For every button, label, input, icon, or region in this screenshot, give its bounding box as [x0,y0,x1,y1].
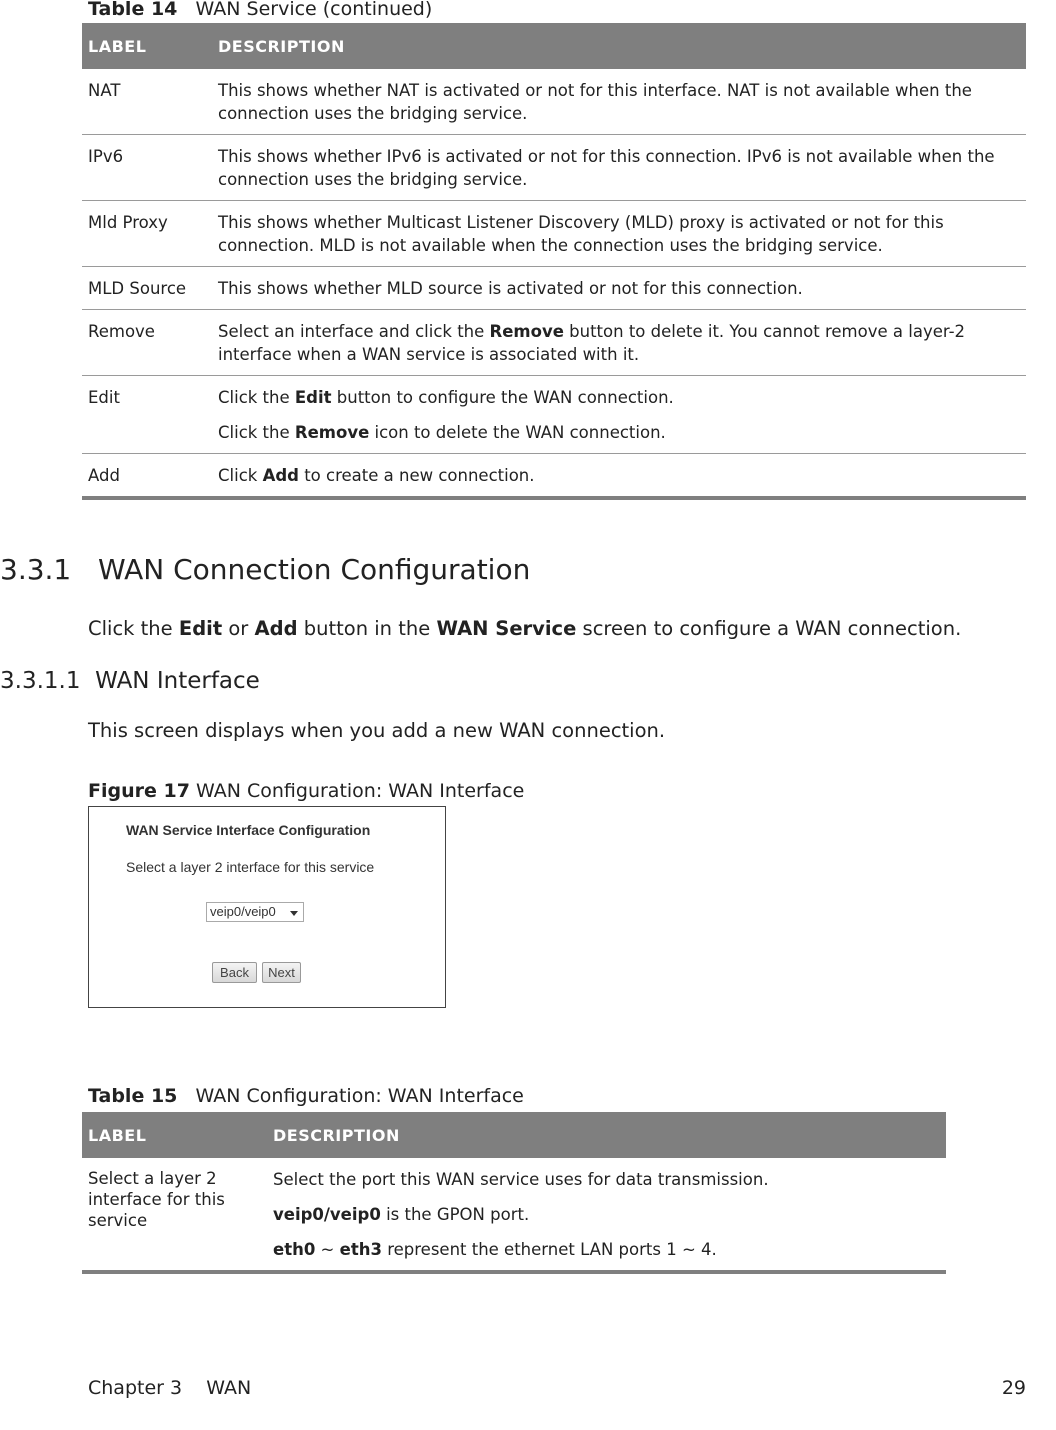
desc-text: icon to delete the WAN connection. [369,423,666,442]
desc-text: button to delete it. You cannot remove a layer-2 interface when a WAN service is associated with it. [218,322,966,364]
table15-col-label: LABEL [82,1112,267,1158]
table14 [82,23,1026,500]
desc-text: Click [218,466,263,485]
section-heading [0,553,530,586]
subsection-number: 3.3.1.1 [0,668,81,694]
row-desc: This shows whether NAT is activated or not for this interface. NAT is not available when the connection uses the bridging service. [212,69,1026,135]
intro-text: screen to configure a WAN connection. [576,617,962,640]
row-label: Add [82,454,212,499]
row-desc [212,454,1026,499]
table-row [82,201,1026,267]
screen-title: WAN Service Interface Configuration [126,822,371,838]
desc-text: Click the [218,388,295,407]
desc-bold: Add [262,466,299,485]
row-desc [212,376,1026,454]
table15 [82,1112,946,1274]
intro-text: button in the [297,617,437,640]
desc-bold: veip0/veip0 [273,1205,381,1224]
row-label: Select a layer 2 interface for this service [82,1158,267,1272]
layer2-interface-select[interactable] [206,902,304,922]
desc-paragraph [273,1203,940,1226]
intro-text: Click the [88,617,179,640]
footer-chapter-title: WAN [206,1377,252,1399]
page-footer-chapter [88,1377,251,1399]
table15-col-desc: DESCRIPTION [267,1112,946,1158]
screen-subtitle: Select a layer 2 interface for this service [126,859,375,875]
desc-bold: eth3 [339,1240,382,1259]
desc-text: to create a new connection. [298,466,535,485]
table14-caption-title: WAN Service (continued) [195,0,433,20]
section-title: WAN Connection Configuration [97,553,531,586]
row-label: Mld Proxy [82,201,212,267]
row-desc: This shows whether MLD source is activated or not for this connection. [212,267,1026,310]
section-intro [88,617,961,640]
desc-bold: Edit [294,388,332,407]
desc-bold: eth0 [273,1240,316,1259]
table15-caption-title: WAN Configuration: WAN Interface [195,1085,524,1107]
row-label: IPv6 [82,135,212,201]
figure17-screenshot [88,806,446,1008]
figure17-caption-num: Figure 17 [88,780,190,802]
intro-bold: Edit [178,617,223,640]
subsection-heading [0,668,260,694]
desc-bold: Remove [294,423,370,442]
table14-col-desc: DESCRIPTION [212,23,1026,69]
desc-text: is the GPON port. [380,1205,530,1224]
desc-paragraph [273,1238,940,1261]
select-value: veip0/veip0 [210,904,276,919]
row-desc: This shows whether Multicast Listener Discovery (MLD) proxy is activated or not for this connection. MLD is not available when the connection uses the bridging service. [212,201,1026,267]
row-label: MLD Source [82,267,212,310]
chevron-down-icon [290,911,298,916]
next-button[interactable]: Next [262,962,301,983]
row-desc [212,310,1026,376]
table-row [82,135,1026,201]
desc-text: Click the [218,423,295,442]
row-desc [267,1158,946,1272]
table14-caption-num: Table 14 [88,0,178,20]
row-label: Edit [82,376,212,454]
table15-caption-num: Table 15 [88,1085,178,1107]
intro-text: or [222,617,255,640]
row-label: NAT [82,69,212,135]
table14-header-row [82,23,1026,69]
footer-chapter: Chapter 3 [88,1377,183,1399]
table-row [82,1158,946,1272]
table-row [82,69,1026,135]
table-row [82,376,1026,454]
table14-col-label: LABEL [82,23,212,69]
desc-paragraph [218,386,1020,409]
row-desc: This shows whether IPv6 is activated or not for this connection. IPv6 is not available when the connection uses the bridging service. [212,135,1026,201]
intro-bold: WAN Service [436,617,577,640]
row-label: Remove [82,310,212,376]
table-row [82,454,1026,499]
page-number: 29 [1001,1377,1026,1399]
desc-paragraph [218,421,1020,444]
intro-bold: Add [254,617,298,640]
desc-text: Select an interface and click the [218,322,490,341]
back-button[interactable]: Back [212,962,257,983]
section-number: 3.3.1 [0,553,72,586]
desc-text: represent the ethernet LAN ports 1 ~ 4. [381,1240,717,1259]
desc-bold: Remove [489,322,564,341]
table-row [82,310,1026,376]
figure17-caption-title: WAN Configuration: WAN Interface [195,780,525,802]
table-row [82,267,1026,310]
subsection-title: WAN Interface [95,668,260,694]
desc-text: ~ [315,1240,340,1259]
subsection-text: This screen displays when you add a new WAN connection. [88,719,666,742]
table15-header-row [82,1112,946,1158]
table15-caption [88,1085,524,1107]
desc-text: button to configure the WAN connection. [331,388,674,407]
desc-paragraph: Select the port this WAN service uses for data transmission. [273,1170,769,1189]
table14-caption [88,0,432,20]
figure17-caption [88,780,524,802]
